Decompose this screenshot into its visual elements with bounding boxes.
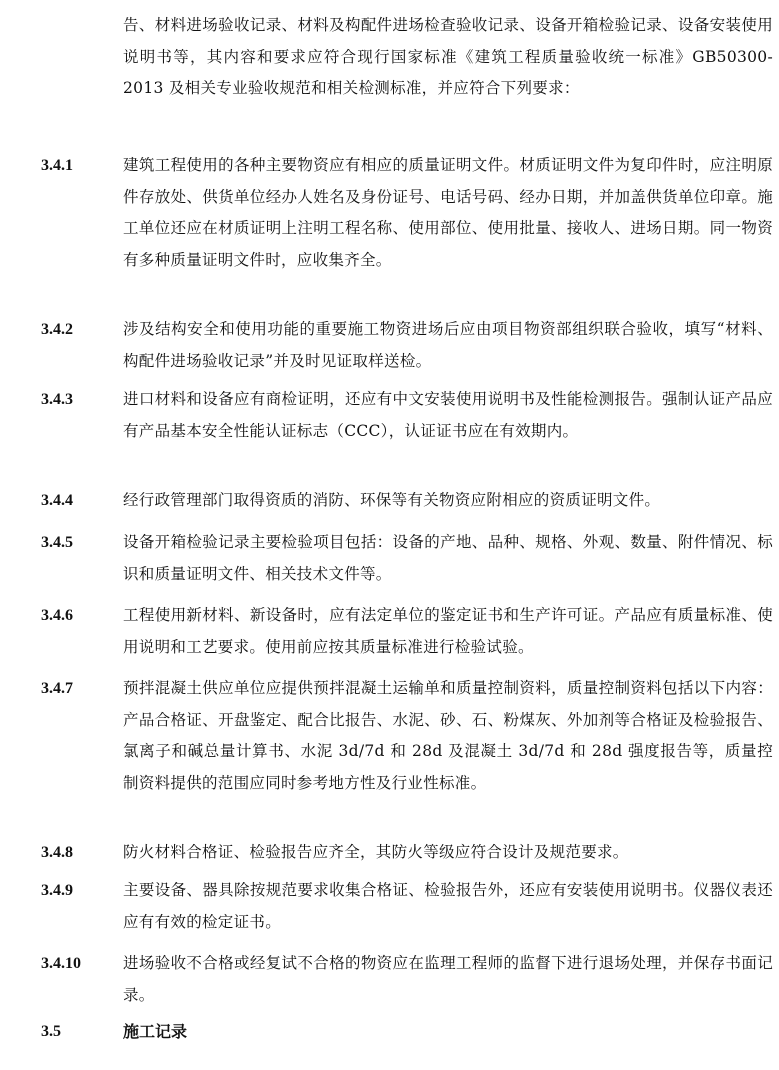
clause-number: 3.4.7	[41, 680, 73, 697]
section-title: 施工记录	[123, 1022, 188, 1041]
clause-number: 3.4.3	[41, 391, 73, 408]
clause-text: 经行政管理部门取得资质的消防、环保等有关物资应附相应的资质证明文件。	[123, 491, 661, 509]
clause-text: 工程使用新材料、新设备时，应有法定单位的鉴定证书和生产许可证。产品应有质量标准、使用说明和工艺要求。使用前应按其质量标准进行检验试验。	[123, 606, 773, 656]
clause-number: 3.4.4	[41, 492, 73, 509]
clause-number: 3.4.9	[41, 882, 73, 899]
clause-text: 涉及结构安全和使用功能的重要施工物资进场后应由项目物资部组织联合验收，填写“材料、构配件进场验收记录”并及时见证取样送检。	[123, 320, 773, 370]
intro-paragraph: 告、材料进场验收记录、材料及构配件进场检查验收记录、设备开箱检验记录、设备安装使用说明书等，其内容和要求应符合现行国家标准《建筑工程质量验收统一标准》GB50300-2013 及相关专业验收规范和相关检测标准，并应符合下列要求：	[123, 16, 773, 97]
clause-text: 主要设备、器具除按规范要求收集合格证、检验报告外，还应有安装使用说明书。仪器仪表还应有有效的检定证书。	[123, 881, 773, 931]
clause-number: 3.4.5	[41, 534, 73, 551]
clause-number: 3.4.1	[41, 157, 73, 174]
clause-number: 3.4.8	[41, 844, 73, 861]
clause-number: 3.4.6	[41, 607, 73, 624]
clause-number: 3.4.10	[41, 955, 81, 972]
clause-text: 进口材料和设备应有商检证明，还应有中文安装使用说明书及性能检测报告。强制认证产品应有产品基本安全性能认证标志（CCC），认证证书应在有效期内。	[123, 390, 773, 440]
clause-text: 防火材料合格证、检验报告应齐全，其防火等级应符合设计及规范要求。	[123, 843, 629, 861]
clause-text: 预拌混凝土供应单位应提供预拌混凝土运输单和质量控制资料，质量控制资料包括以下内容：产品合格证、开盘鉴定、配合比报告、水泥、砂、石、粉煤灰、外加剂等合格证及检验报告、氯离子和碱总量计算书、水泥 3d/7d 和 28d 及混凝土 3d/7d 和 28d 强度报告等，质量控制资料提供的范围应同时参考地方性及行业性标准。	[123, 679, 773, 792]
clause-number: 3.4.2	[41, 321, 73, 338]
clause-text: 设备开箱检验记录主要检验项目包括：设备的产地、品种、规格、外观、数量、附件情况、标识和质量证明文件、相关技术文件等。	[123, 533, 773, 583]
clause-text: 建筑工程使用的各种主要物资应有相应的质量证明文件。材质证明文件为复印件时，应注明原件存放处、供货单位经办人姓名及身份证号、电话号码、经办日期，并加盖供货单位印章。施工单位还应在材质证明上注明工程名称、使用部位、使用批量、接收人、进场日期。同一物资有多种质量证明文件时，应收集齐全。	[123, 156, 773, 269]
clause-text: 进场验收不合格或经复试不合格的物资应在监理工程师的监督下进行退场处理，并保存书面记录。	[123, 954, 773, 1004]
section-number: 3.5	[41, 1023, 61, 1040]
